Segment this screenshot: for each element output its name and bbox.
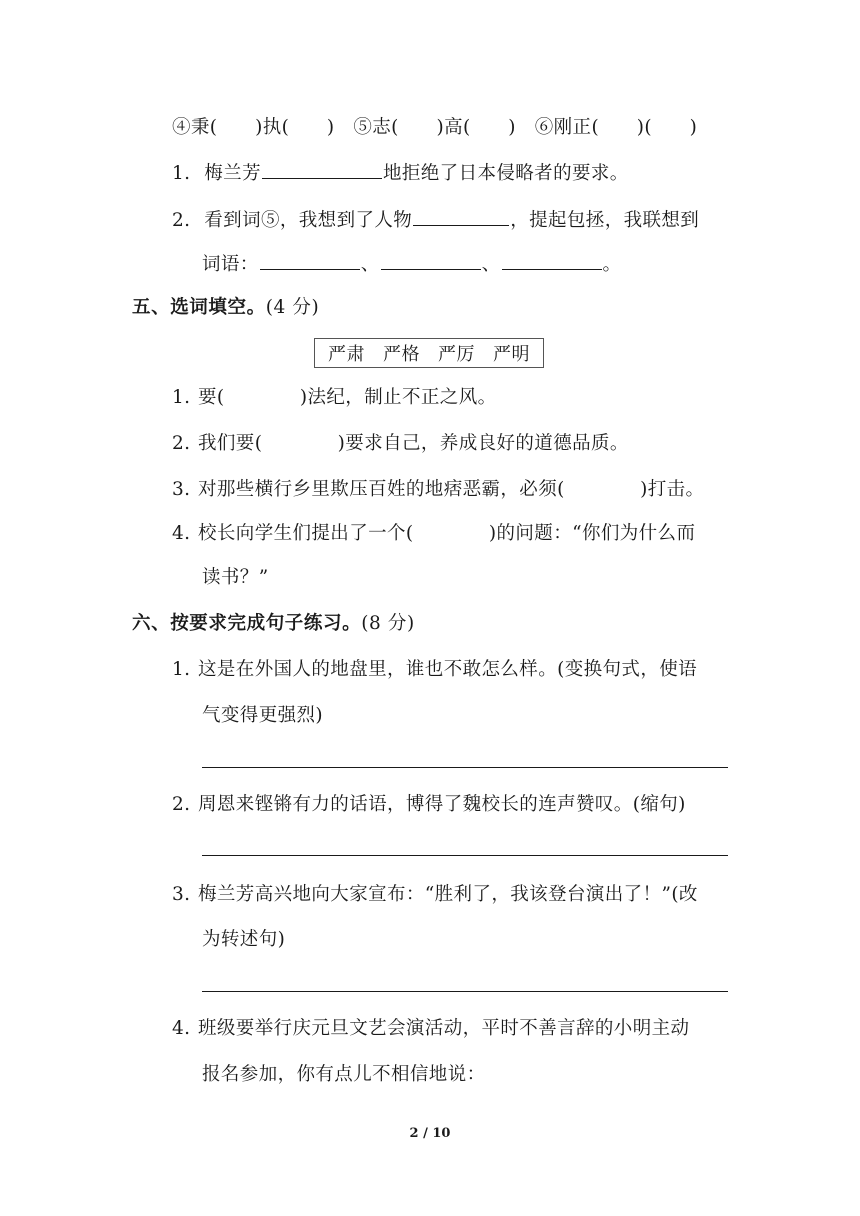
question-text: 地拒绝了日本侵略者的要求。: [382, 163, 629, 184]
question-text: 我们要( )要求自己，养成良好的道德品质。: [198, 433, 629, 454]
question-number: 2.: [172, 433, 191, 454]
question-6-4: [172, 1016, 689, 1042]
question-text: 梅兰芳: [204, 163, 261, 184]
question-number: 1.: [172, 659, 191, 680]
question-6-3: [172, 882, 698, 908]
section-5-heading: [132, 295, 319, 321]
section-title: 六、按要求完成句子练习。: [132, 613, 362, 634]
separator: 、: [360, 254, 380, 275]
question-number: 2.: [172, 210, 191, 231]
fill-blank[interactable]: [381, 251, 481, 270]
page-number: 2 / 10: [409, 1126, 451, 1141]
question-5-3: [172, 477, 704, 503]
question-6-4-cont: 报名参加，你有点儿不相信地说：: [202, 1064, 486, 1085]
question-5-4-cont: 读书？”: [202, 567, 269, 588]
question-number: 4.: [172, 523, 191, 544]
word-fill-line: ④秉( )执( ) ⑤志( )高( ) ⑥刚正( )( ): [172, 117, 698, 138]
separator: 、: [481, 254, 501, 275]
question-6-1-cont: 气变得更强烈): [202, 705, 324, 726]
question-text: 梅兰芳高兴地向大家宣布：“胜利了，我该登台演出了！”(改: [198, 884, 698, 905]
question-6-1: [172, 657, 697, 683]
question-text: 班级要举行庆元旦文艺会演活动，平时不善言辞的小明主动: [198, 1018, 690, 1039]
question-text: ，提起包拯，我联想到: [510, 210, 700, 231]
question-number: 3.: [172, 479, 191, 500]
question-5-1: [172, 385, 497, 411]
fill-blank[interactable]: [502, 251, 602, 270]
question-4-2: [172, 207, 699, 234]
fill-blank[interactable]: [260, 251, 360, 270]
question-number: 1.: [172, 387, 191, 408]
question-text: 要( )法纪，制止不正之风。: [198, 387, 497, 408]
question-text: 词语：: [202, 254, 259, 275]
fill-blank[interactable]: [262, 160, 382, 179]
section-score: (4 分): [265, 297, 320, 318]
fill-blank[interactable]: [413, 207, 509, 226]
question-number: 2.: [172, 794, 191, 815]
question-5-2: [172, 431, 629, 457]
question-text: 周恩来铿锵有力的话语，博得了魏校长的连声赞叹。(缩句): [198, 794, 686, 815]
answer-line[interactable]: [202, 991, 728, 992]
question-6-2: [172, 792, 686, 818]
question-number: 4.: [172, 1018, 191, 1039]
section-title: 五、选词填空。: [132, 297, 266, 318]
question-4-1: [172, 160, 629, 187]
word-bank-item: 严明: [493, 344, 530, 365]
question-number: 3.: [172, 884, 191, 905]
question-6-3-cont: 为转述句): [202, 929, 286, 950]
question-text: 看到词⑤，我想到了人物: [204, 210, 413, 231]
section-6-heading: [132, 611, 415, 637]
question-5-4: [172, 521, 695, 547]
word-bank-item: 严肃: [328, 344, 365, 365]
question-text: 这是在外国人的地盘里，谁也不敢怎么样。(变换句式，使语: [198, 659, 698, 680]
answer-line[interactable]: [202, 767, 728, 768]
section-score: (8 分): [361, 613, 415, 634]
question-text: 对那些横行乡里欺压百姓的地痞恶霸，必须( )打击。: [198, 479, 705, 500]
word-bank-item: 严厉: [438, 344, 475, 365]
end-mark: 。: [602, 254, 622, 275]
question-4-2-cont: [202, 251, 621, 278]
answer-line[interactable]: [202, 855, 728, 856]
word-bank-item: 严格: [383, 344, 420, 365]
word-bank: [314, 338, 544, 368]
question-number: 1.: [172, 163, 191, 184]
question-text: 校长向学生们提出了一个( )的问题：“你们为什么而: [198, 523, 696, 544]
